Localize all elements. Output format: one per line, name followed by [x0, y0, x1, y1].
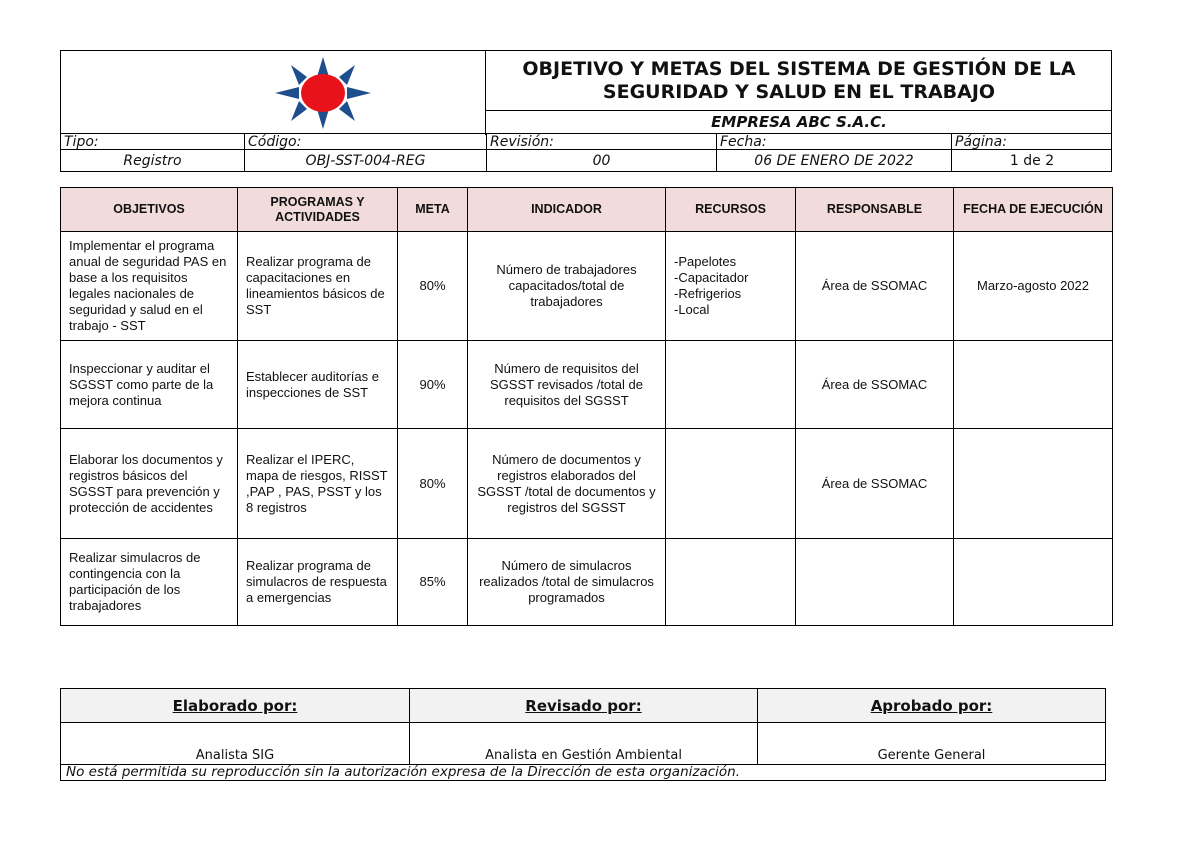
revisado-value: Analista en Gestión Ambiental	[409, 722, 757, 764]
meta-cell: 90%	[398, 341, 468, 429]
responsable-cell: Área de SSOMAC	[796, 341, 954, 429]
aprobado-label: Aprobado por:	[757, 689, 1105, 722]
recurso-item: -Refrigerios	[674, 286, 742, 301]
elaborado-label: Elaborado por:	[172, 696, 298, 715]
aprobado-value: Gerente General	[757, 722, 1105, 764]
objetivo-cell: Realizar simulacros de contingencia con la participación de los trabajadores	[61, 539, 238, 626]
table-header-row	[61, 188, 1113, 232]
recursos-cell	[666, 341, 796, 429]
responsable-cell: Área de SSOMAC	[796, 429, 954, 539]
fecha-label: Fecha:	[716, 134, 951, 149]
fecha-cell	[954, 429, 1113, 539]
col-header-indicador: INDICADOR	[468, 188, 666, 232]
col-header-objetivos: OBJETIVOS	[61, 188, 238, 232]
indicador-cell: Número de documentos y registros elaborados del SGSST /total de documentos y registros del SGSST	[468, 429, 666, 539]
codigo-label: Código:	[244, 134, 486, 149]
programa-cell: Realizar programa de simulacros de respuesta a emergencias	[238, 539, 398, 626]
revision-label: Revisión:	[486, 134, 716, 149]
recurso-item: -Capacitador	[674, 270, 749, 285]
indicador-cell: Número de trabajadores capacitados/total de trabajadores	[468, 232, 666, 341]
objetivo-cell: Implementar el programa anual de seguridad PAS en base a los requisitos legales nacionales de seguridad y salud en el trabajo - SST	[61, 232, 238, 341]
pagina-value	[951, 150, 1112, 171]
table-row	[61, 539, 1113, 626]
col-header-meta: META	[398, 188, 468, 232]
approval-header-row	[61, 689, 1105, 723]
objectives-table	[60, 187, 1113, 626]
elaborado-value: Analista SIG	[195, 748, 275, 763]
indicador-cell: Número de simulacros realizados /total de simulacros programados	[468, 539, 666, 626]
tipo-value: Registro	[123, 152, 182, 169]
recurso-item: -Local	[674, 302, 710, 317]
approval-values-row	[61, 722, 1105, 765]
revision-value: 00	[486, 150, 716, 171]
programa-cell: Realizar programa de capacitaciones en lineamientos básicos de SST	[238, 232, 398, 341]
company-name: EMPRESA ABC S.A.C.	[711, 113, 887, 131]
table-row	[61, 341, 1113, 429]
meta-values-row	[61, 150, 1112, 171]
fecha-cell	[954, 341, 1113, 429]
meta-cell: 80%	[398, 232, 468, 341]
document-header	[60, 50, 1112, 172]
responsable-cell: Área de SSOMAC	[796, 232, 954, 341]
fecha-cell	[954, 539, 1113, 626]
meta-labels-row	[61, 133, 1112, 150]
col-header-responsable: RESPONSABLE	[796, 188, 954, 232]
logo-cell	[61, 51, 486, 135]
recursos-cell	[666, 429, 796, 539]
revisado-label: Revisado por:	[409, 689, 757, 722]
pagina-num: 1	[1009, 152, 1019, 169]
col-header-programas: PROGRAMAS Y ACTIVIDADES	[238, 188, 398, 232]
codigo-value: OBJ-SST-004-REG	[244, 150, 486, 171]
pagina-label: Página:	[951, 134, 1112, 149]
responsable-cell	[796, 539, 954, 626]
sun-logo-icon	[271, 57, 375, 129]
programa-cell: Realizar el IPERC, mapa de riesgos, RISST ,PAP , PAS, PSST y los 8 registros	[238, 429, 398, 539]
fecha-value: 06 DE ENERO DE 2022	[716, 150, 951, 171]
meta-cell: 80%	[398, 429, 468, 539]
approval-footer	[60, 688, 1106, 781]
reproduction-notice: No está permitida su reproducción sin la autorización expresa de la Dirección de esta organización.	[66, 764, 741, 780]
pagina-de: de	[1018, 152, 1046, 169]
objetivo-cell: Elaborar los documentos y registros básicos del SGSST para prevención y protección de accidentes	[61, 429, 238, 539]
col-header-recursos: RECURSOS	[666, 188, 796, 232]
objetivo-cell: Inspeccionar y auditar el SGSST como parte de la mejora continua	[61, 341, 238, 429]
table-row	[61, 429, 1113, 539]
fecha-cell: Marzo-agosto 2022	[954, 232, 1113, 341]
document-title: OBJETIVO Y METAS DEL SISTEMA DE GESTIÓN DE LA SEGURIDAD Y SALUD EN EL TRABAJO	[486, 51, 1112, 111]
tipo-label: Tipo:	[64, 133, 99, 150]
pagina-total: 2	[1045, 152, 1055, 169]
table-row	[61, 232, 1113, 341]
recursos-cell	[666, 539, 796, 626]
recurso-item: -Papelotes	[674, 254, 737, 269]
programa-cell: Establecer auditorías e inspecciones de SST	[238, 341, 398, 429]
indicador-cell: Número de requisitos del SGSST revisados /total de requisitos del SGSST	[468, 341, 666, 429]
col-header-fecha: FECHA DE EJECUCIÓN	[954, 188, 1113, 232]
recursos-cell	[666, 232, 796, 341]
meta-cell: 85%	[398, 539, 468, 626]
